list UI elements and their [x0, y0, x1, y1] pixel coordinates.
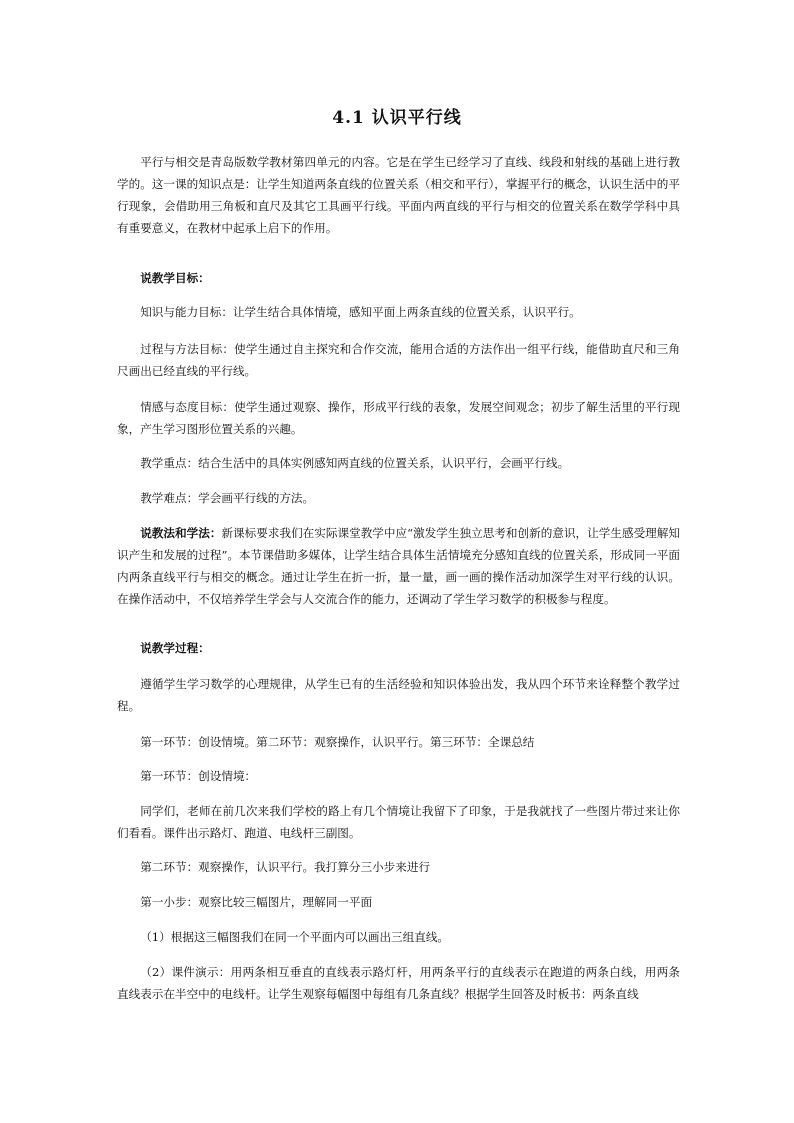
- page-title: 4.1 认识平行线: [332, 108, 462, 128]
- process-intro-paragraph: 遵循学生学习数学的心理规律，从学生已有的生活经验和知识体验出发，我从四个环节来诠释整个教学过程。: [117, 677, 680, 713]
- method-body: 新课标要求我们在实际课堂教学中应“激发学生独立思考和创新的意识，让学生感受理解知识产生和发展的过程”。本节课借助多媒体，让学生结合具体生活情境充分感知直线的位置关系，形成同一平面内两条直线平行与相交的概念。通过让学生在折一折，量一量，画一画的操作活动加深学生对平行线的认识。在操作活动中，不仅培养学生学会与人交流合作的能力，还调动了学生学习数学的积极参与程度。: [117, 526, 680, 606]
- step2-title: 第二环节：观察操作，认识平行。我打算分三小步来进行: [140, 860, 431, 874]
- steps-overview: 第一环节：创设情境。第二环节：观察操作，认识平行。第三环节：全课总结: [140, 735, 535, 749]
- substep1-item2: （2）课件演示：用两条相互垂直的直线表示路灯杆，用两条平行的直线表示在跑道的两条白线，用两条直线表示在半空中的电线杆。让学生观察每幅图中每组有几条直线？根据学生回答及时板书：两条直线: [117, 965, 680, 1001]
- goals-heading: 说教学目标：: [140, 271, 210, 285]
- method-paragraph: [117, 522, 680, 610]
- step1-title: 第一环节：创设情境：: [140, 769, 257, 783]
- substep1-title: 第一小步：观察比较三幅图片，理解同一平面: [140, 895, 373, 909]
- goal-process-paragraph: 过程与方法目标：使学生通过自主探究和合作交流，能用合适的方法作出一组平行线，能借助直尺和三角尺画出已经直线的平行线。: [117, 342, 680, 378]
- process-heading: 说教学过程：: [140, 641, 210, 655]
- goal-knowledge-paragraph: 知识与能力目标：让学生结合具体情境，感知平面上两条直线的位置关系，认识平行。: [140, 305, 581, 319]
- intro-paragraph: 平行与相交是青岛版数学教材第四单元的内容。它是在学生已经学习了直线、线段和射线的基础上进行教学的。这一课的知识点是：让学生知道两条直线的位置关系（相交和平行），掌握平行的概念，认识生活中的平行现象，会借助用三角板和直尺及其它工具画平行线。平面内两直线的平行与相交的位置关系在数学学科中具有重要意义，在教材中起承上启下的作用。: [117, 155, 680, 235]
- goal-emotion-paragraph: 情感与态度目标：使学生通过观察、操作，形成平行线的表象，发展空间观念；初步了解生活里的平行现象，产生学习图形位置关系的兴趣。: [117, 400, 680, 436]
- substep1-item1: （1）根据这三幅图我们在同一个平面内可以画出三组直线。: [140, 930, 450, 944]
- key-point-paragraph: 教学重点：结合生活中的具体实例感知两直线的位置关系，认识平行，会画平行线。: [140, 456, 570, 470]
- difficulty-paragraph: 教学难点：学会画平行线的方法。: [140, 491, 315, 505]
- method-lead: 说教法和学法：: [140, 526, 222, 540]
- step1-body: 同学们，老师在前几次来我们学校的路上有几个情境让我留下了印象，于是我就找了一些图片带过来让你们看看。课件出示路灯、跑道、电线杆三副图。: [117, 804, 680, 840]
